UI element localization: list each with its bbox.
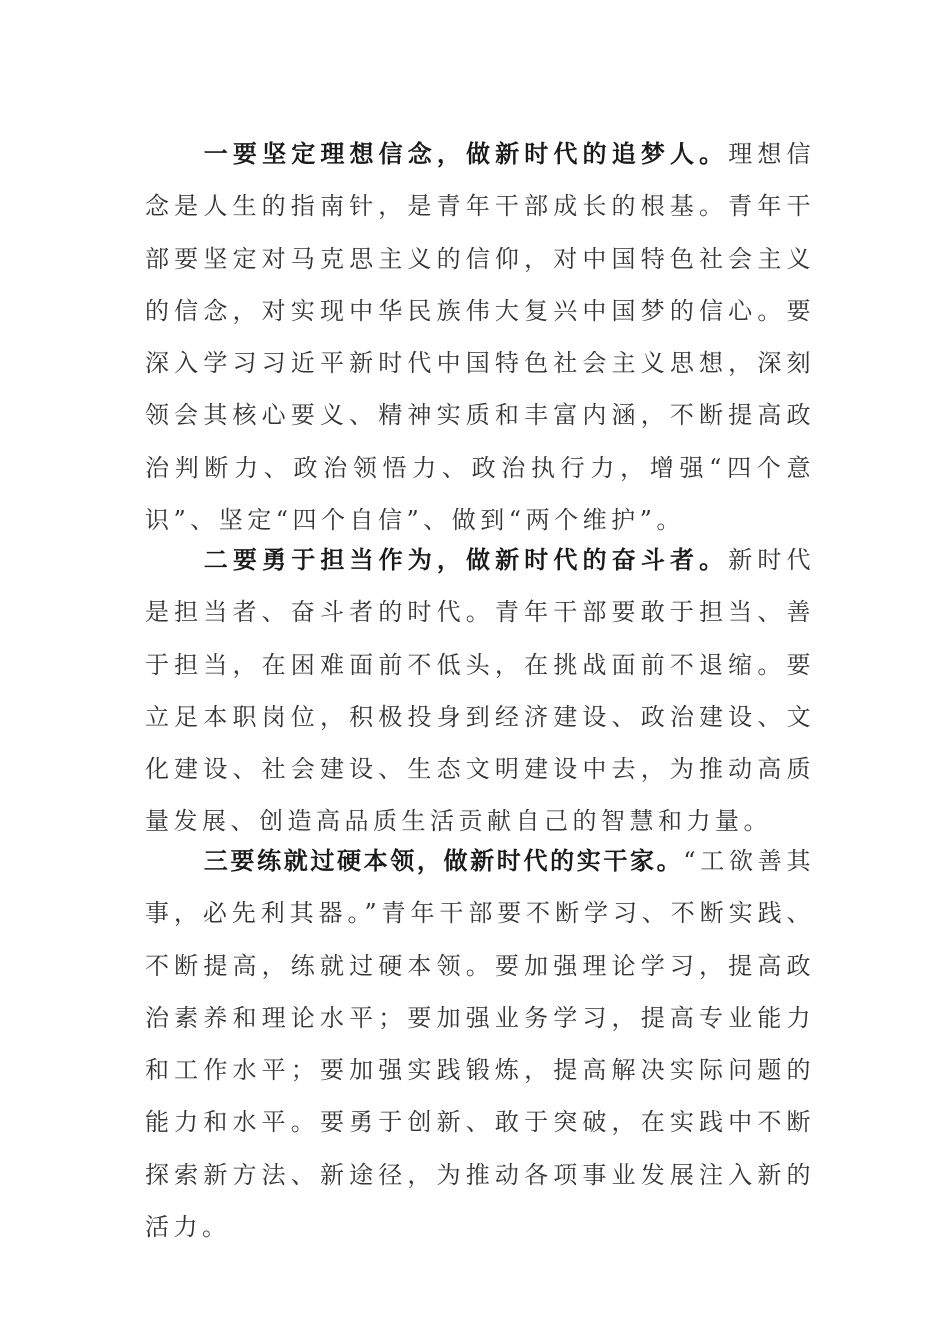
paragraph-3-heading: 三要练就过硬本领，做新时代的实干家。: [203, 846, 684, 875]
paragraph-1: [145, 128, 815, 546]
paragraph-2-heading: 二要勇于担当作为，做新时代的奋斗者。: [203, 545, 729, 574]
paragraph-3: [145, 835, 815, 1253]
paragraph-1-text: 理想信念是人生的指南针，是青年干部成长的根基。青年干部要坚定对马克思主义的信仰，对中国特色社会主义的信念，对实现中华民族伟大复兴中国梦的信心。要深入学习习近平新时代中国特色社会主义思想，深刻领会其核心要义、精神实质和丰富内涵，不断提高政治判断力、政治领悟力、政治执行力，增强“四个意识”、坚定“四个自信”、做到“两个维护”。: [145, 140, 816, 535]
paragraph-3-text: “工欲善其事，必先利其器。”青年干部要不断学习、不断实践、不断提高，练就过硬本领。要加强理论学习，提高政治素养和理论水平；要加强业务学习，提高专业能力和工作水平；要加强实践锻炼，提高解决实际问题的能力和水平。要勇于创新、敢于突破，在实践中不断探索新方法、新途径，为推动各项事业发展注入新的活力。: [145, 847, 815, 1242]
paragraph-1-heading: 一要坚定理想信念，做新时代的追梦人。: [203, 139, 729, 168]
paragraph-2-text: 新时代是担当者、奋斗者的时代。青年干部要敢于担当、善于担当，在困难面前不低头，在挑战面前不退缩。要立足本职岗位，积极投身到经济建设、政治建设、文化建设、社会建设、生态文明建设中去，为推动高质量发展、创造高品质生活贡献自己的智慧和力量。: [145, 546, 816, 836]
paragraph-2: [145, 534, 815, 848]
